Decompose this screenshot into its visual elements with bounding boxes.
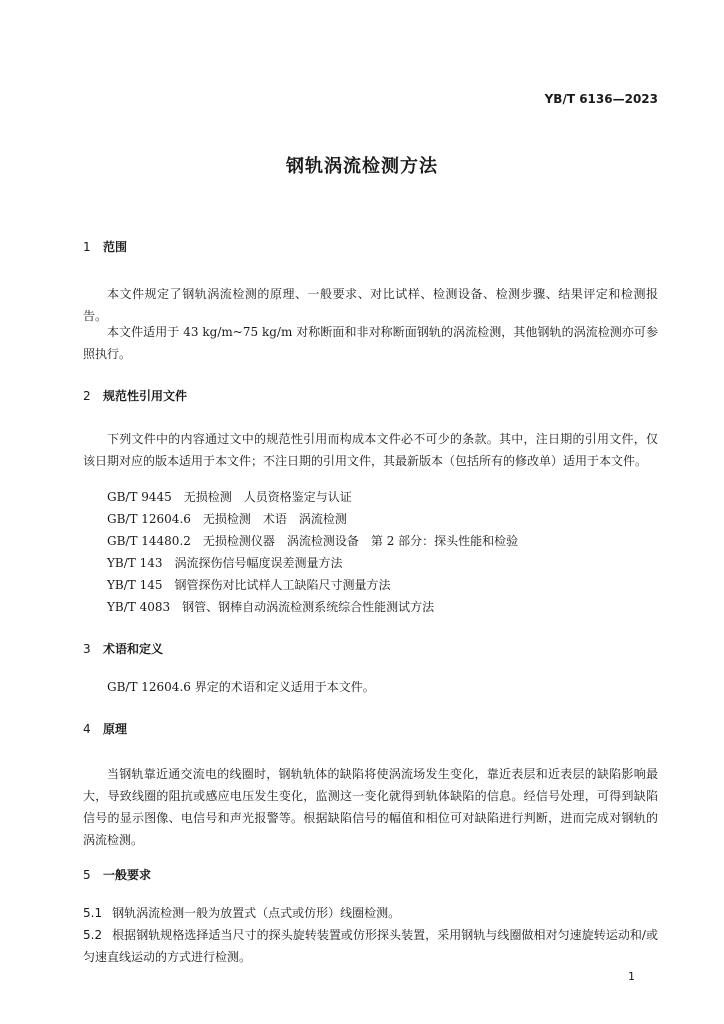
section-1-paragraph-2: 本文件适用于 43 kg/m~75 kg/m 对称断面和非对称断面钢轨的涡流检测，其他钢轨的涡流检测亦可参照执行。 [83, 325, 658, 361]
section-1-paragraph-1: 本文件规定了钢轨涡流检测的原理、一般要求、对比试样、检测设备、检测步骤、结果评定和检测报告。 [83, 287, 658, 323]
clause-5-2 [83, 924, 658, 968]
section-title: 一般要求 [103, 868, 152, 882]
section-title: 规范性引用文件 [103, 389, 188, 403]
section-3-heading [83, 640, 163, 657]
section-number: 4 [83, 722, 91, 736]
section-number: 1 [83, 240, 91, 254]
reference-item: GB/T 14480.2 无损检测仪器 涡流检测设备 第 2 部分：探头性能和检验 [107, 534, 519, 548]
clause-number: 5.1 [83, 906, 103, 920]
reference-item: YB/T 4083 钢管、钢棒自动涡流检测系统综合性能测试方法 [107, 600, 435, 614]
section-4-heading [83, 720, 127, 737]
section-4-paragraph: 当钢轨靠近通交流电的线圈时，钢轨轨体的缺陷将使涡流场发生变化，靠近表层和近表层的缺陷影响最大，导致线圈的阻抗或感应电压发生变化，监测这一变化就得到轨体缺陷的信息。经信号处理，可得到缺陷信号的显示图像、电信号和声光报警等。根据缺陷信号的幅值和相位可对缺陷进行判断，进而完成对钢轨的涡流检测。 [83, 767, 658, 847]
section-3-paragraph: GB/T 12604.6 界定的术语和定义适用于本文件。 [107, 680, 375, 694]
section-title: 原理 [103, 722, 128, 736]
section-title: 术语和定义 [103, 642, 164, 656]
section-number: 2 [83, 389, 91, 403]
section-2-intro: 下列文件中的内容通过文中的规范性引用而构成本文件必不可少的条款。其中，注日期的引用文件，仅该日期对应的版本适用于本文件；不注日期的引用文件，其最新版本（包括所有的修改单）适用于本文件。 [83, 432, 658, 468]
section-2-heading [83, 387, 187, 404]
standard-code: YB/T 6136—2023 [544, 92, 658, 106]
reference-item: GB/T 9445 无损检测 人员资格鉴定与认证 [107, 490, 352, 504]
reference-item: GB/T 12604.6 无损检测 术语 涡流检测 [107, 512, 347, 526]
clause-text: 钢轨涡流检测一般为放置式（点式或仿形）线圈检测。 [112, 906, 401, 920]
document-title: 钢轨涡流检测方法 [286, 156, 438, 177]
reference-item: YB/T 145 钢管探伤对比试样人工缺陷尺寸测量方法 [107, 578, 391, 592]
section-1-heading [83, 238, 127, 255]
reference-item: YB/T 143 涡流探伤信号幅度误差测量方法 [107, 556, 343, 570]
clause-5-1 [83, 902, 658, 924]
page-number: 1 [628, 970, 635, 983]
section-title: 范围 [103, 240, 128, 254]
section-number: 5 [83, 868, 91, 882]
section-5-heading [83, 866, 151, 883]
clause-number: 5.2 [83, 928, 103, 942]
section-number: 3 [83, 642, 91, 656]
clause-text: 根据钢轨规格选择适当尺寸的探头旋转装置或仿形探头装置，采用钢轨与线圈做相对匀速旋转运动和/或匀速直线运动的方式进行检测。 [83, 928, 658, 964]
